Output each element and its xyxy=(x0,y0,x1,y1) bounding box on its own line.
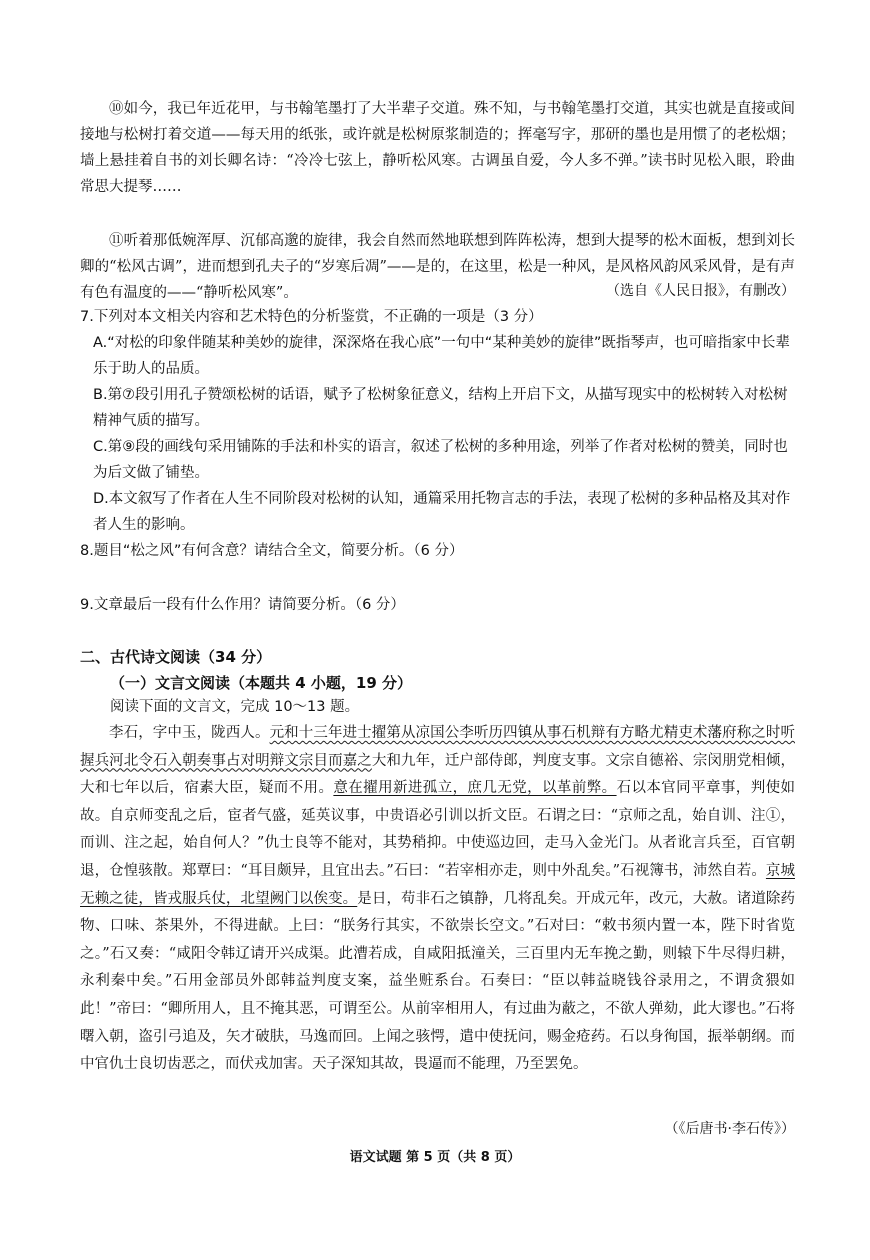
question-7-stem: 7.下列对本文相关内容和艺术特色的分析鉴赏，不正确的一项是（3 分） xyxy=(80,309,543,325)
option-label: C. xyxy=(93,439,108,455)
question-7-option-d xyxy=(93,486,798,538)
classical-text xyxy=(80,720,795,1079)
option-label: A. xyxy=(93,335,108,351)
section-2-title: 二、古代诗文阅读（34 分） xyxy=(80,648,272,666)
text-segment: 是日，苟非石之镇静，几将乱矣。开成元年，改元，大赦。诸道除药物、口味、茶果外，不得进献。上曰：“朕务行其实，不欲崇长空文。”石对曰：“敕书须内置一本，陛下时省览之。”石又奏：“咸阳令韩辽请开兴成渠。此漕若成，自咸阳抵潼关，三百里内无车挽之勤，则辕下牛尽得归耕，永利秦中矣。”石用金部员外郎韩益判度支案，益坐赃系台。石奏曰：“臣以韩益晓钱谷录用之，不谓贪猥如此！”帝曰：“卿所用人，且不掩其恶，可谓至公。从前宰相用人，有过曲为蔽之，不欲人弹劾，此大谬也。”石将曙入朝，盗引弓追及，矢才破肤，马逸而回。上闻之骇愕，遣中使抚问，赐金疮药。石以身徇国，振举朝纲。而中官仇士良切齿恶之，而伏戎加害。天子深知其故，畏逼而不能理，乃至罢免。 xyxy=(80,890,795,1073)
text-segment: 李石，字中玉，陇西人。 xyxy=(109,725,270,741)
passage-paragraph-10: ⑩如今，我已年近花甲，与书翰笔墨打了大半辈子交道。殊不知，与书翰笔墨打交道，其实也就是直接或间接地与松树打着交道——每天用的纸张，或许就是松树原浆制造的；挥毫写字，那研的墨也是用惯了的老松烟；墙上悬挂着自书的刘长卿名诗：“冷冷七弦上，静听松风寒。古调虽自爱，今人多不弹。”读书时见松入眼，聆曲常思大提琴…… xyxy=(80,101,795,195)
option-text: 第⑦段引用孔子赞颂松树的话语，赋予了松树象征意义，结构上开启下文，从描写现实中的松树转入对松树精神气质的描写。 xyxy=(93,387,788,429)
question-7-option-a xyxy=(93,330,798,382)
classical-source: （《后唐书·李石传》） xyxy=(664,1121,795,1137)
text-segment: 石以本官同平章事，判使如故。自京师变乱之后，宦者气盛，延英议事，中贵语必引训以折文臣。石谓之曰：“京师之乱，始自训、注①，而训、注之起，始自何人？”仇士良等不能对，其势稍抑。中使巡边回，走马入金光门。从者讹言兵至，百官朝退，仓惶骇散。郑覃曰：“耳目颇异，且宜出去。”石曰：“若宰相亦走，则中外乱矣。”石视簿书，沛然自若。 xyxy=(80,780,796,879)
passage-paragraph-11: ⑪听着那低婉浑厚、沉郁高邈的旋律，我会自然而然地联想到阵阵松涛，想到大提琴的松木面板，想到刘长卿的“松风古调”，进而想到孔夫子的“岁寒后凋”——是的，在这里，松是一种风，是风格风韵风采风骨，是有声有色有温度的——“静听松风寒”。 xyxy=(80,233,795,301)
underlined-sentence-2: 京城无赖之徒，皆戎服兵仗，北望阙门以俟变。 xyxy=(80,862,795,907)
question-9: 9.文章最后一段有什么作用？请简要分析。（6 分） xyxy=(80,597,405,613)
option-text: “对松的印象伴随某种美妙的旋律，深深烙在我心底”一句中“某种美妙的旋律”既指琴声，也可暗指家中长辈乐于助人的品质。 xyxy=(93,335,790,377)
underlined-sentence: 意在擢用新进孤立，庶几无党，以革前弊。 xyxy=(333,780,617,797)
passage-source: （选自《人民日报》，有删改） xyxy=(606,283,795,299)
section-2-instruction: 阅读下面的文言文，完成 10～13 题。 xyxy=(110,699,360,715)
option-text: 本文叙写了作者在人生不同阶段对松树的认知，通篇采用托物言志的手法，表现了松树的多种品格及其对作者人生的影响。 xyxy=(93,491,791,533)
page-footer: 语文试题 第 5 页（共 8 页） xyxy=(349,1150,521,1165)
option-label: B. xyxy=(93,387,108,403)
section-2-subtitle: （一）文言文阅读（本题共 4 小题，19 分） xyxy=(110,674,412,692)
question-7-option-c xyxy=(93,434,798,486)
wavy-underlined-sentence-1: 元和十三年进士擢第从凉国公李听历四镇从事石机辩有方略尤精吏术藩府称之时听握兵河北令石入朝奏事占对明辩文宗目而嘉之 xyxy=(80,725,795,769)
question-8: 8.题目“松之风”有何含意？请结合全文，简要分析。（6 分） xyxy=(80,543,464,559)
option-label: D. xyxy=(93,491,109,507)
text-segment: 大和九年，迁户部侍郎，判度支事。文宗自德裕、宗闵朋党相倾，大和七年以后，宿素大臣，疑而不用。 xyxy=(80,752,795,797)
option-text: 第⑨段的画线句采用铺陈的手法和朴实的语言，叙述了松树的多种用途，列举了作者对松树的赞美，同时也为后文做了铺垫。 xyxy=(93,439,788,481)
question-7-option-b xyxy=(93,382,798,434)
